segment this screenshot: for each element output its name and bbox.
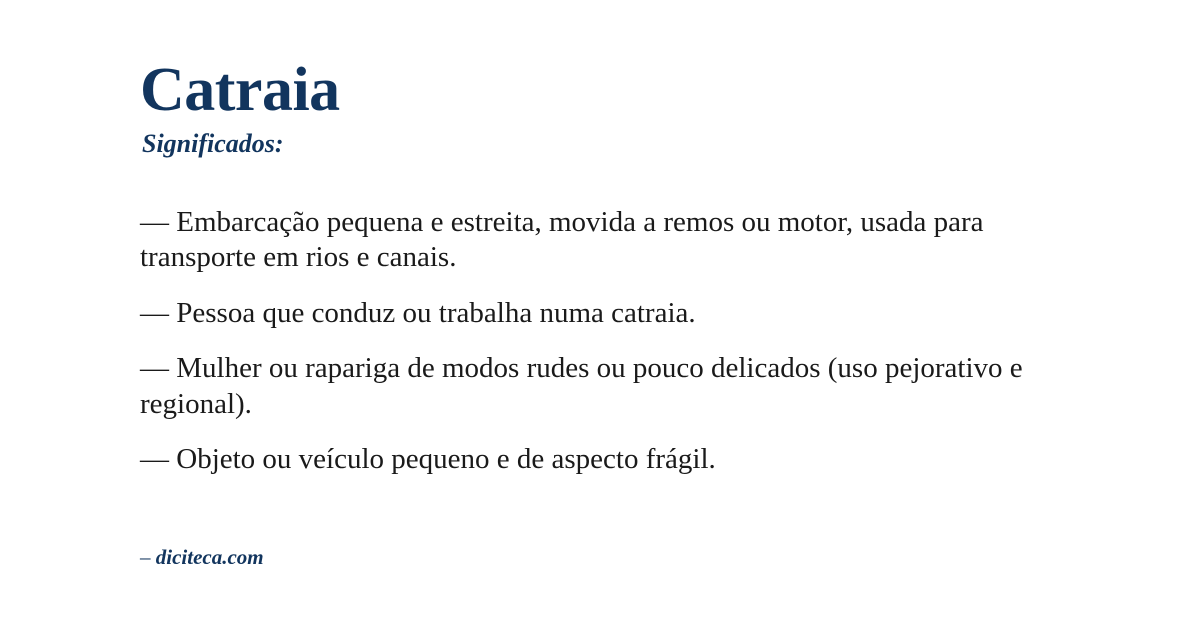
definition-text: Pessoa que conduz ou trabalha numa catraia.: [176, 296, 696, 329]
definition-text: Objeto ou veículo pequeno e de aspecto frágil.: [176, 442, 716, 475]
page-title: Catraia: [140, 56, 340, 124]
definition-text: Embarcação pequena e estreita, movida a remos ou motor, usada para transporte em rios e canais.: [140, 206, 984, 274]
source-dash-icon: –: [140, 545, 151, 569]
list-item: [140, 442, 1040, 477]
bullet-dash-icon: —: [140, 296, 169, 329]
source-attribution: [140, 545, 264, 570]
list-item: [140, 296, 1040, 331]
bullet-dash-icon: —: [140, 206, 169, 239]
definitions-list: [140, 205, 1100, 477]
bullet-dash-icon: —: [140, 352, 169, 385]
definition-text: Mulher ou rapariga de modos rudes ou pouco delicados (uso pejorativo e regional).: [140, 352, 1023, 420]
bullet-dash-icon: —: [140, 442, 169, 475]
list-item: [140, 351, 1040, 422]
subtitle-significados: Significados:: [142, 129, 284, 159]
list-item: [140, 205, 1040, 276]
source-name: diciteca.com: [155, 545, 264, 569]
